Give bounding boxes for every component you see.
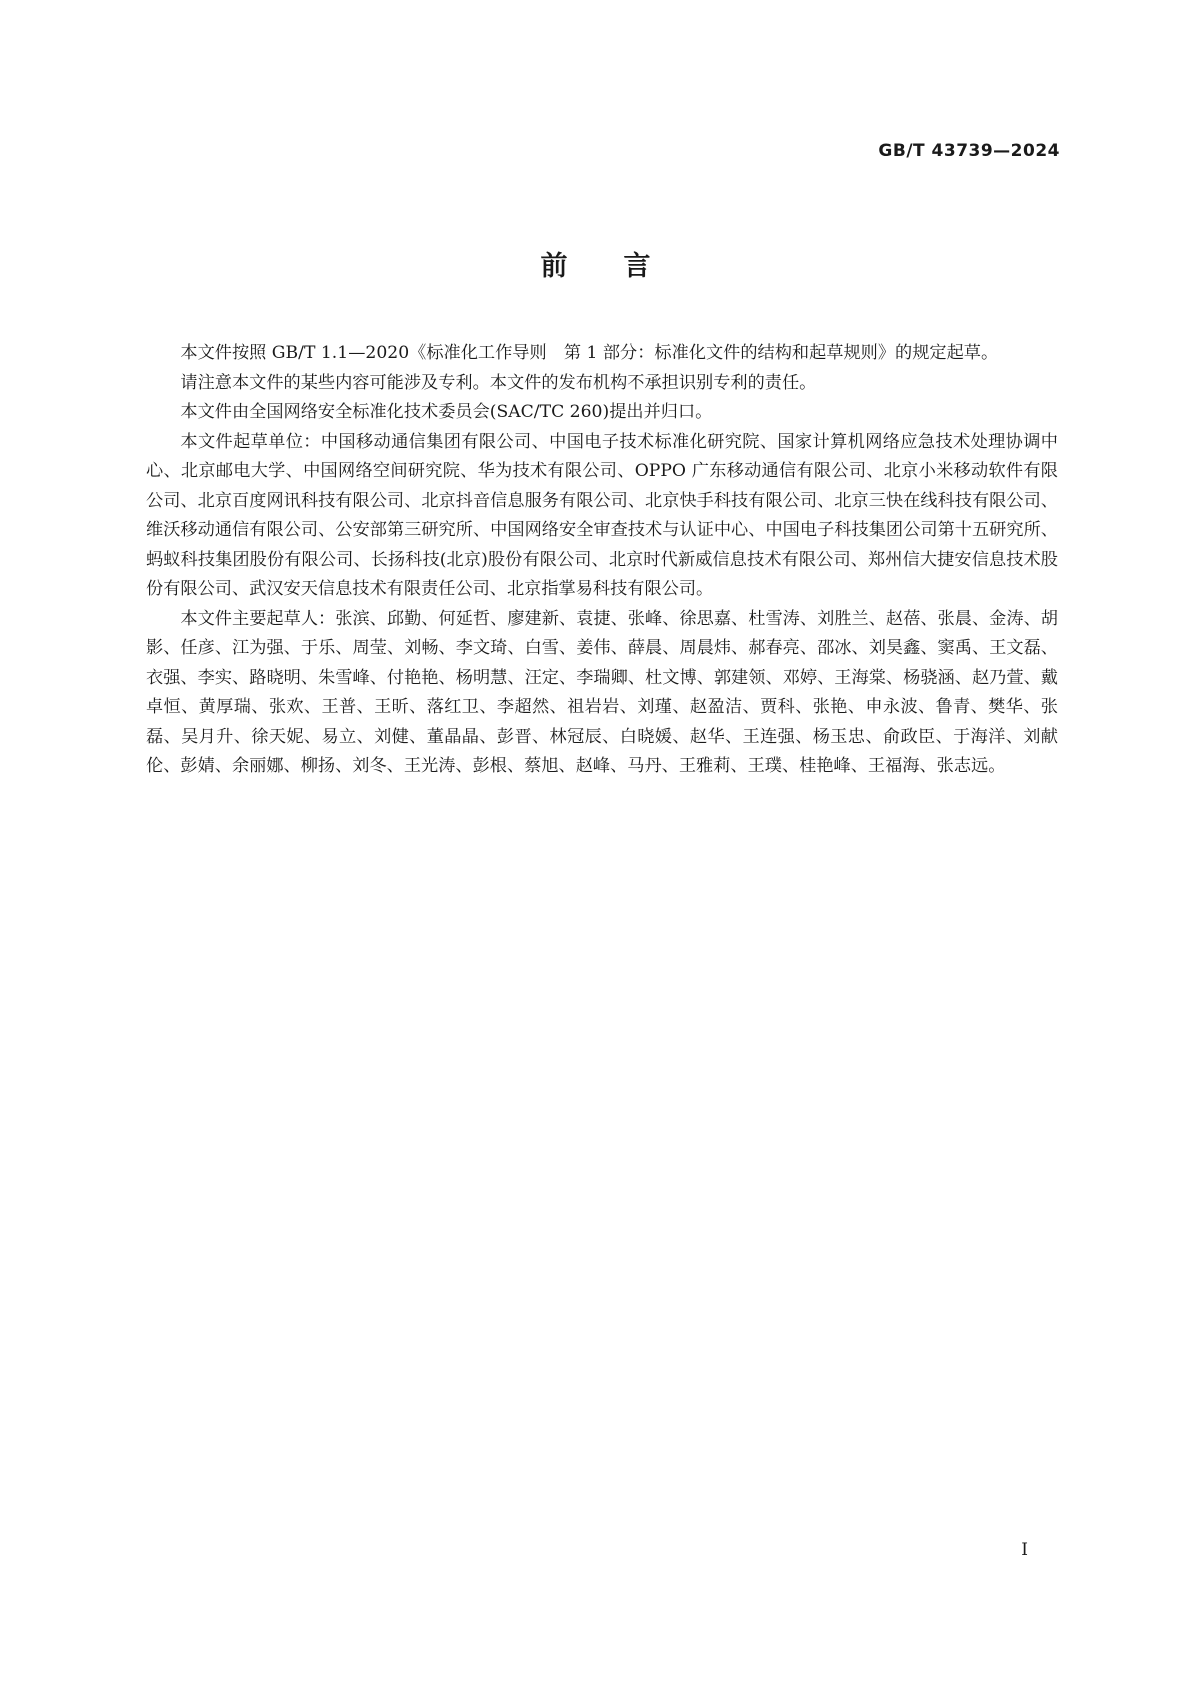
paragraph-drafting-rules: 本文件按照 GB/T 1.1—2020《标准化工作导则 第 1 部分：标准化文件的结构和起草规则》的规定起草。 (180, 343, 999, 363)
foreword-body (146, 339, 1058, 782)
paragraph-proposer: 本文件由全国网络安全标准化技术委员会(SAC/TC 260)提出并归口。 (180, 402, 713, 422)
paragraph-drafters: 本文件主要起草人：张滨、邱勤、何延哲、廖建新、袁捷、张峰、徐思嘉、杜雪涛、刘胜兰、赵蓓、张晨、金涛、胡影、任彦、江为强、于乐、周莹、刘畅、李文琦、白雪、姜伟、薛晨、周晨炜、郝春亮、邵冰、刘昊鑫、窦禹、王文磊、衣强、李实、路晓明、朱雪峰、付艳艳、杨明慧、汪定、李瑞卿、杜文博、郭建领、邓婷、王海棠、杨骁涵、赵乃萱、戴卓恒、黄厚瑞、张欢、王普、王昕、落红卫、李超然、祖岩岩、刘瑾、赵盈洁、贾科、张艳、申永波、鲁青、樊华、张磊、吴月升、徐天妮、易立、刘健、董晶晶、彭晋、林冠辰、白晓媛、赵华、王连强、杨玉忠、俞政臣、于海洋、刘献伦、彭婧、余丽娜、柳扬、刘冬、王光涛、彭根、蔡旭、赵峰、马丹、王雅莉、王璞、桂艳峰、王福海、张志远。 (146, 608, 1058, 776)
paragraph-patent-notice: 请注意本文件的某些内容可能涉及专利。本文件的发布机构不承担识别专利的责任。 (180, 372, 817, 393)
paragraph-drafting-units: 本文件起草单位：中国移动通信集团有限公司、中国电子技术标准化研究院、国家计算机网络应急技术处理协调中心、北京邮电大学、中国网络空间研究院、华为技术有限公司、OPPO 广东移动通信有限公司、北京小米移动软件有限公司、北京百度网讯科技有限公司、北京抖音信息服务有限公司、北京快手科技有限公司、北京三快在线科技有限公司、维沃移动通信有限公司、公安部第三研究所、中国网络安全审查技术与认证中心、中国电子科技集团公司第十五研究所、蚂蚁科技集团股份有限公司、长扬科技(北京)股份有限公司、北京时代新威信息技术有限公司、郑州信大捷安信息技术股份有限公司、武汉安天信息技术有限责任公司、北京指掌易科技有限公司。 (146, 431, 1058, 599)
standard-number: GB/T 43739—2024 (878, 141, 1060, 161)
page-number: I (1021, 1540, 1028, 1560)
page-title: 前言 (540, 251, 707, 282)
